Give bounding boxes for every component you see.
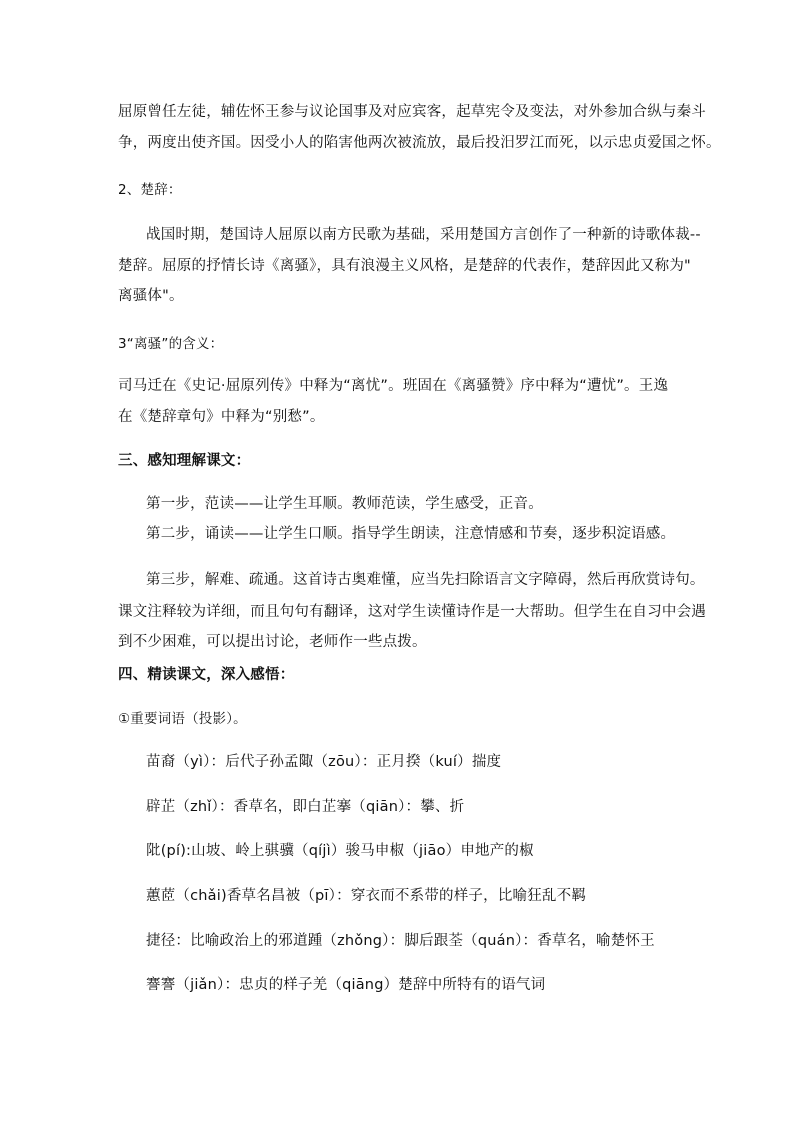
- paragraph-line: 第三步，解难、疏通。这首诗古奥难懂，应当先扫除语言文字障碍，然后再欣赏诗句。: [146, 572, 705, 588]
- section-heading: 三、感知理解课文：: [118, 453, 251, 469]
- paragraph-line: 楚辞。屈原的抒情长诗《离骚》，具有浪漫主义风格，是楚辞的代表作，楚辞因此又称为": [118, 258, 691, 274]
- paragraph-line: 在《楚辞章句》中释为“别愁”。: [118, 409, 325, 425]
- vocab-line: 苗裔（yì）：后代子孙孟陬（zōu）：正月揆（kuí）揣度: [146, 754, 502, 770]
- vocab-line: 謇謇（jiǎn）：忠贞的样子羌（qiāng）楚辞中所特有的语气词: [146, 977, 546, 993]
- vocab-line: 捷径：比喻政治上的邪道踵（zhǒng）：脚后跟荃（quán）：香草名，喻楚怀王: [146, 933, 655, 949]
- section-heading: 3“离骚”的含义：: [118, 336, 224, 352]
- vocab-line: 蕙茝（chǎi)香草名昌被（pī）：穿衣而不系带的样子，比喻狂乱不羁: [146, 888, 587, 904]
- paragraph-line: 第一步，范读——让学生耳顺。教师范读，学生感受，正音。: [146, 496, 543, 512]
- paragraph-line: 战国时期，楚国诗人屈原以南方民歌为基础，采用楚国方言创作了一种新的诗歌体裁--: [146, 227, 701, 243]
- paragraph-line: 屈原曾任左徒，辅佐怀王参与议论国事及对应宾客，起草宪令及变法，对外参加合纵与秦斗: [118, 104, 706, 120]
- vocab-line: 辟芷（zhǐ）：香草名，即白芷搴（qiān）：攀、折: [146, 799, 465, 815]
- paragraph-line: 离骚体"。: [118, 288, 184, 304]
- vocab-line: 阰(pí):山坡、岭上骐骥（qíjì）骏马申椒（jiāo）申地产的椒: [146, 843, 534, 859]
- section-heading: 2、楚辞：: [118, 182, 182, 198]
- paragraph-line: 司马迁在《史记·屈原列传》中释为“离忧”。班固在《离骚赞》序中释为“遭忧”。王逸: [118, 378, 669, 394]
- paragraph-line: 争，两度出使齐国。因受小人的陷害他两次被流放，最后投汨罗江而死，以示忠贞爱国之怀。: [118, 135, 721, 151]
- paragraph-line: 课文注释较为详细，而且句句有翻译，这对学生读懂诗作是一大帮助。但学生在自习中会遇: [118, 604, 706, 620]
- section-heading: 四、精读课文，深入感悟：: [118, 667, 295, 683]
- paragraph-line: 到不少困难，可以提出讨论，老师作一些点拨。: [118, 634, 427, 650]
- paragraph-line: 第二步，诵读——让学生口顺。指导学生朗读，注意情感和节奏，逐步积淀语感。: [146, 526, 676, 542]
- paragraph-line: ①重要词语（投影）。: [118, 711, 247, 727]
